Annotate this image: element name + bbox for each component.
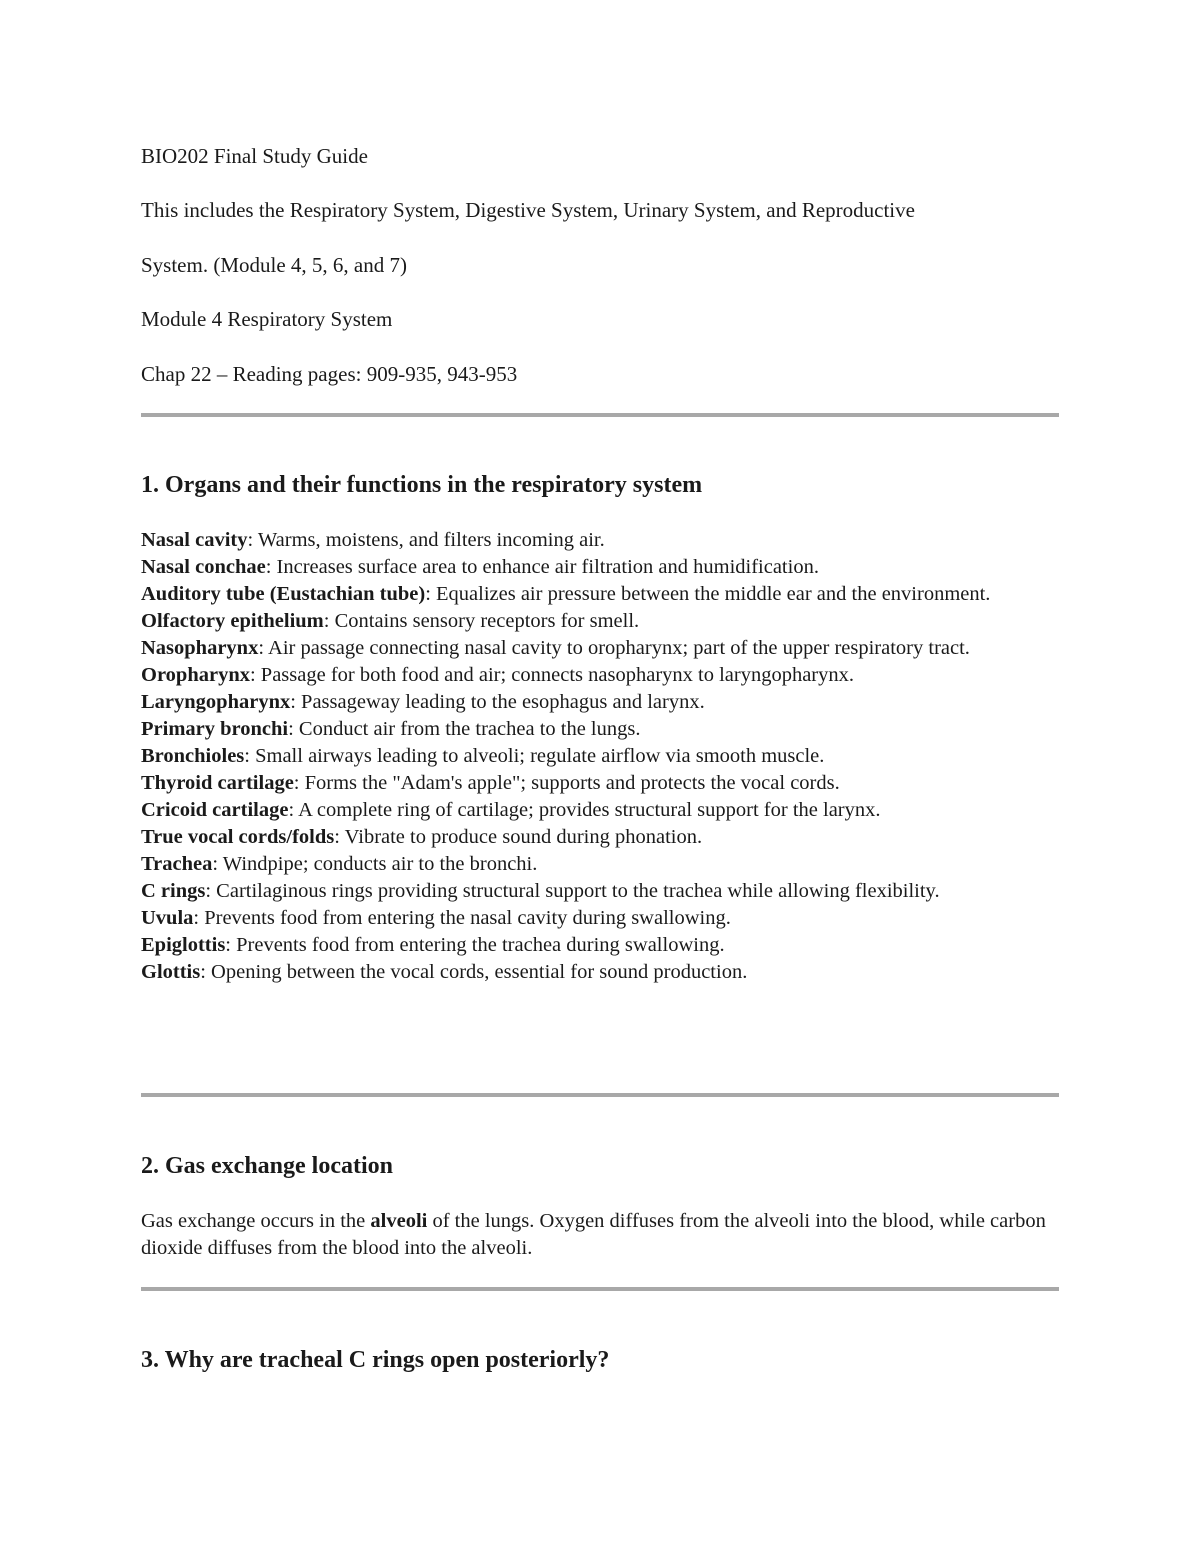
organ-description: : Passageway leading to the esophagus and larynx.: [290, 691, 705, 713]
organ-description: : Windpipe; conducts air to the bronchi.: [212, 853, 538, 875]
organ-term: Trachea: [141, 853, 213, 875]
paragraph-text: of the lungs. Oxygen diffuses from the alveoli into the blood, while carbon dioxide diffuses from the blood into the alveoli.: [141, 1210, 1046, 1259]
list-item: [141, 716, 1059, 743]
organ-term: Epiglottis: [141, 934, 226, 956]
organ-term: True vocal cords/folds: [141, 826, 335, 848]
organ-description: : Prevents food from entering the trachea during swallowing.: [225, 934, 725, 956]
organ-description: : Prevents food from entering the nasal cavity during swallowing.: [193, 907, 731, 929]
organ-description: : Equalizes air pressure between the middle ear and the environment.: [425, 583, 991, 605]
list-item: [141, 743, 1059, 770]
organ-description: : Forms the "Adam's apple"; supports and protects the vocal cords.: [293, 772, 840, 794]
organ-term: Laryngopharynx: [141, 691, 291, 713]
organ-description: : Warms, moistens, and filters incoming air.: [247, 529, 605, 551]
organ-term: Olfactory epithelium: [141, 610, 324, 632]
organ-term: Nasal cavity: [141, 529, 248, 551]
section1-heading: 1. Organs and their functions in the respiratory system: [141, 472, 703, 498]
organ-description: : Passage for both food and air; connects nasopharynx to laryngopharynx.: [249, 664, 855, 686]
organ-description: : Small airways leading to alveoli; regulate airflow via smooth muscle.: [244, 745, 825, 767]
organ-term: Cricoid cartilage: [141, 799, 289, 821]
chapter-line: Chap 22 – Reading pages: 909-935, 943-953: [141, 362, 518, 386]
list-item: [141, 959, 1059, 986]
organ-description: : A complete ring of cartilage; provides structural support for the larynx.: [288, 799, 881, 821]
paragraph-text: Gas exchange occurs in the: [141, 1210, 371, 1232]
organ-list: [141, 527, 1059, 986]
list-item: [141, 878, 1059, 905]
organ-term: Nasal conchae: [141, 556, 266, 578]
organ-description: : Increases surface area to enhance air filtration and humidification.: [265, 556, 819, 578]
organ-term: Thyroid cartilage: [141, 772, 294, 794]
organ-description: : Vibrate to produce sound during phonation.: [334, 826, 703, 848]
organ-term: C rings: [141, 880, 206, 902]
includes-line-1: This includes the Respiratory System, Digestive System, Urinary System, and Reproductive: [141, 198, 915, 222]
section-divider: [141, 413, 1059, 417]
alveoli-term: alveoli: [370, 1210, 428, 1232]
gas-exchange-paragraph: [141, 1208, 1059, 1262]
organ-term: Nasopharynx: [141, 637, 259, 659]
section-divider: [141, 1287, 1059, 1291]
list-item: [141, 527, 1059, 554]
list-item: [141, 824, 1059, 851]
document-title: BIO202 Final Study Guide: [141, 144, 368, 168]
section3-heading: 3. Why are tracheal C rings open posteriorly?: [141, 1347, 610, 1373]
list-item: [141, 770, 1059, 797]
includes-line-2: System. (Module 4, 5, 6, and 7): [141, 253, 407, 277]
organ-term: Primary bronchi: [141, 718, 289, 740]
list-item: [141, 932, 1059, 959]
organ-description: : Contains sensory receptors for smell.: [323, 610, 640, 632]
list-item: [141, 608, 1059, 635]
list-item: [141, 662, 1059, 689]
list-item: [141, 554, 1059, 581]
organ-term: Uvula: [141, 907, 194, 929]
organ-description: : Opening between the vocal cords, essential for sound production.: [200, 961, 748, 983]
organ-description: : Conduct air from the trachea to the lungs.: [288, 718, 641, 740]
organ-term: Auditory tube (Eustachian tube): [141, 583, 426, 605]
organ-description: : Cartilaginous rings providing structural support to the trachea while allowing flexibility.: [205, 880, 940, 902]
organ-term: Oropharynx: [141, 664, 250, 686]
section-divider: [141, 1093, 1059, 1097]
list-item: [141, 797, 1059, 824]
organ-description: : Air passage connecting nasal cavity to oropharynx; part of the upper respiratory tract.: [258, 637, 970, 659]
list-item: [141, 689, 1059, 716]
module-line: Module 4 Respiratory System: [141, 307, 393, 331]
list-item: [141, 851, 1059, 878]
list-item: [141, 581, 1059, 608]
list-item: [141, 635, 1059, 662]
organ-term: Glottis: [141, 961, 201, 983]
list-item: [141, 905, 1059, 932]
section2-heading: 2. Gas exchange location: [141, 1153, 393, 1179]
organ-term: Bronchioles: [141, 745, 245, 767]
